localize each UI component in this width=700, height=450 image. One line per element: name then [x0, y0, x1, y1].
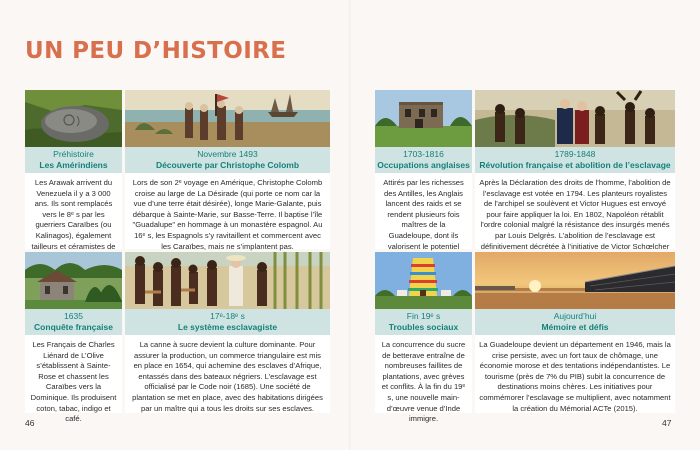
- section-troubles-header: [375, 309, 472, 335]
- section-name: Conquête française: [34, 322, 113, 332]
- painting-columbus-landing: [125, 90, 330, 147]
- section-amerindiens-text: Les Arawak arrivent du Venezuela il y a 3 000 ans. Ils sont remplacés vers le 8ᵉ s par les guerriers Caraïbes (ou Kalinagos), également tailleurs et céramistes de: [25, 173, 122, 249]
- section-esclavagiste-header: [125, 309, 330, 335]
- section-conquete-header: [25, 309, 122, 335]
- section-name: Mémoire et défis: [541, 322, 609, 332]
- section-name: Découverte par Christophe Colomb: [155, 160, 300, 170]
- section-amerindiens-header: [25, 147, 122, 173]
- painting-abolition: [475, 90, 675, 147]
- section-date: 1789-1848: [554, 149, 596, 159]
- section-name: Révolution française et abolition de l’esclavage: [479, 160, 671, 170]
- section-date: Fin 19ᵉ s: [406, 311, 441, 321]
- photo-memorial-acte-sunset: [475, 252, 675, 309]
- section-name: Troubles sociaux: [388, 322, 459, 332]
- photo-colonial-house: [25, 252, 122, 309]
- section-abolition-header: [475, 147, 675, 173]
- photo-petroglyph-rock: [25, 90, 122, 147]
- painting-slaves-plantation: [125, 252, 330, 309]
- photo-hindu-temple: [375, 252, 472, 309]
- section-date: 1703-1816: [403, 149, 444, 159]
- section-colomb-text: Lors de son 2ᵉ voyage en Amérique, Christophe Colomb croise au large de La Désirade (qui porte ce nom car la vue d’une terre était désirée), longe Marie-Galante, puis débarque à Sainte-Marie, sur Basse-Terre. Il baptise l’île "Guadalupe" en hommage à un monastère espagnol. Au 16ᵉ s, les Espagnols s’y ravitaillent et commercent avec les Caraïbes, mais ne s’implantent pas.: [125, 173, 330, 249]
- page-title: UN PEU D’HISTOIRE: [25, 38, 287, 64]
- section-memoire-header: [475, 309, 675, 335]
- page-gutter: [349, 0, 351, 450]
- page-number-right: 47: [662, 418, 672, 428]
- photo-fort-ruins: [375, 90, 472, 147]
- section-esclavagiste-text: La canne à sucre devient la culture dominante. Pour assurer la production, un commerce triangulaire est mis en place en 1654, qui achemine des esclaves d’Afrique, entassés dans des bateaux négriers. L’esclavage est officialisé par le Code noir (1685). Une société de plantation se met en place, avec des habitations dirigées par un maître qui a tous les droits sur ses esclaves.: [125, 335, 330, 413]
- section-colomb-header: [125, 147, 330, 173]
- section-date: 17ᵉ-18ᵉ s: [210, 311, 245, 321]
- section-memoire-text: La Guadeloupe devient un département en 1946, mais la crise persiste, avec un fort taux de chômage, une économie morose et des tentations indépendantistes. Le tourisme (près de 7% du PIB) subit la concurrence de destinations moins chères. Les initiatives pour commémorer l’esclavage se multiplient, avec notamment la création du Mémorial ACTe (2015).: [475, 335, 675, 413]
- section-date: 1635: [64, 311, 83, 321]
- section-conquete-text: Les Français de Charles Liénard de L’Olive s’établissent à Sainte-Rose et chassent les Caraïbes vers la Dominique. Ils produisent coton, tabac, indigo et café.: [25, 335, 122, 413]
- section-name: Occupations anglaises: [377, 160, 470, 170]
- section-date: Préhistoire: [53, 149, 94, 159]
- section-date: Aujourd’hui: [553, 311, 597, 321]
- section-anglaises-text: Attirés par les richesses des Antilles, les Anglais lancent des raids et se rendent plusieurs fois maîtres de la Guadeloupe, dont ils valorisent le potentiel: [375, 173, 472, 249]
- section-troubles-text: La concurrence du sucre de betterave entraîne de nombreuses faillites de plantations, avec grèves et conflits. À la fin du 19ᵉ s, une nouvelle main-d’œuvre venue d’Inde immigre.: [375, 335, 472, 413]
- section-name: Le système esclavagiste: [177, 322, 278, 332]
- section-anglaises-header: [375, 147, 472, 173]
- section-name: Les Amérindiens: [39, 160, 108, 170]
- section-date: Novembre 1493: [197, 149, 258, 159]
- section-abolition-text: Après la Déclaration des droits de l’homme, l’abolition de l’esclavage est votée en 1794. Les planteurs royalistes de l’archipel se soulèvent et Victor Hugues est envoyé pour faire appliquer la loi. En 1802, Napoléon rétablit l’ordre colonial malgré la résistance des insurgés menés par Louis Delgrès. L’abolition de l’esclavage est définitivement décrétée à l’initiative de Victor Schœlcher: [475, 173, 675, 249]
- page-number-left: 46: [25, 418, 35, 428]
